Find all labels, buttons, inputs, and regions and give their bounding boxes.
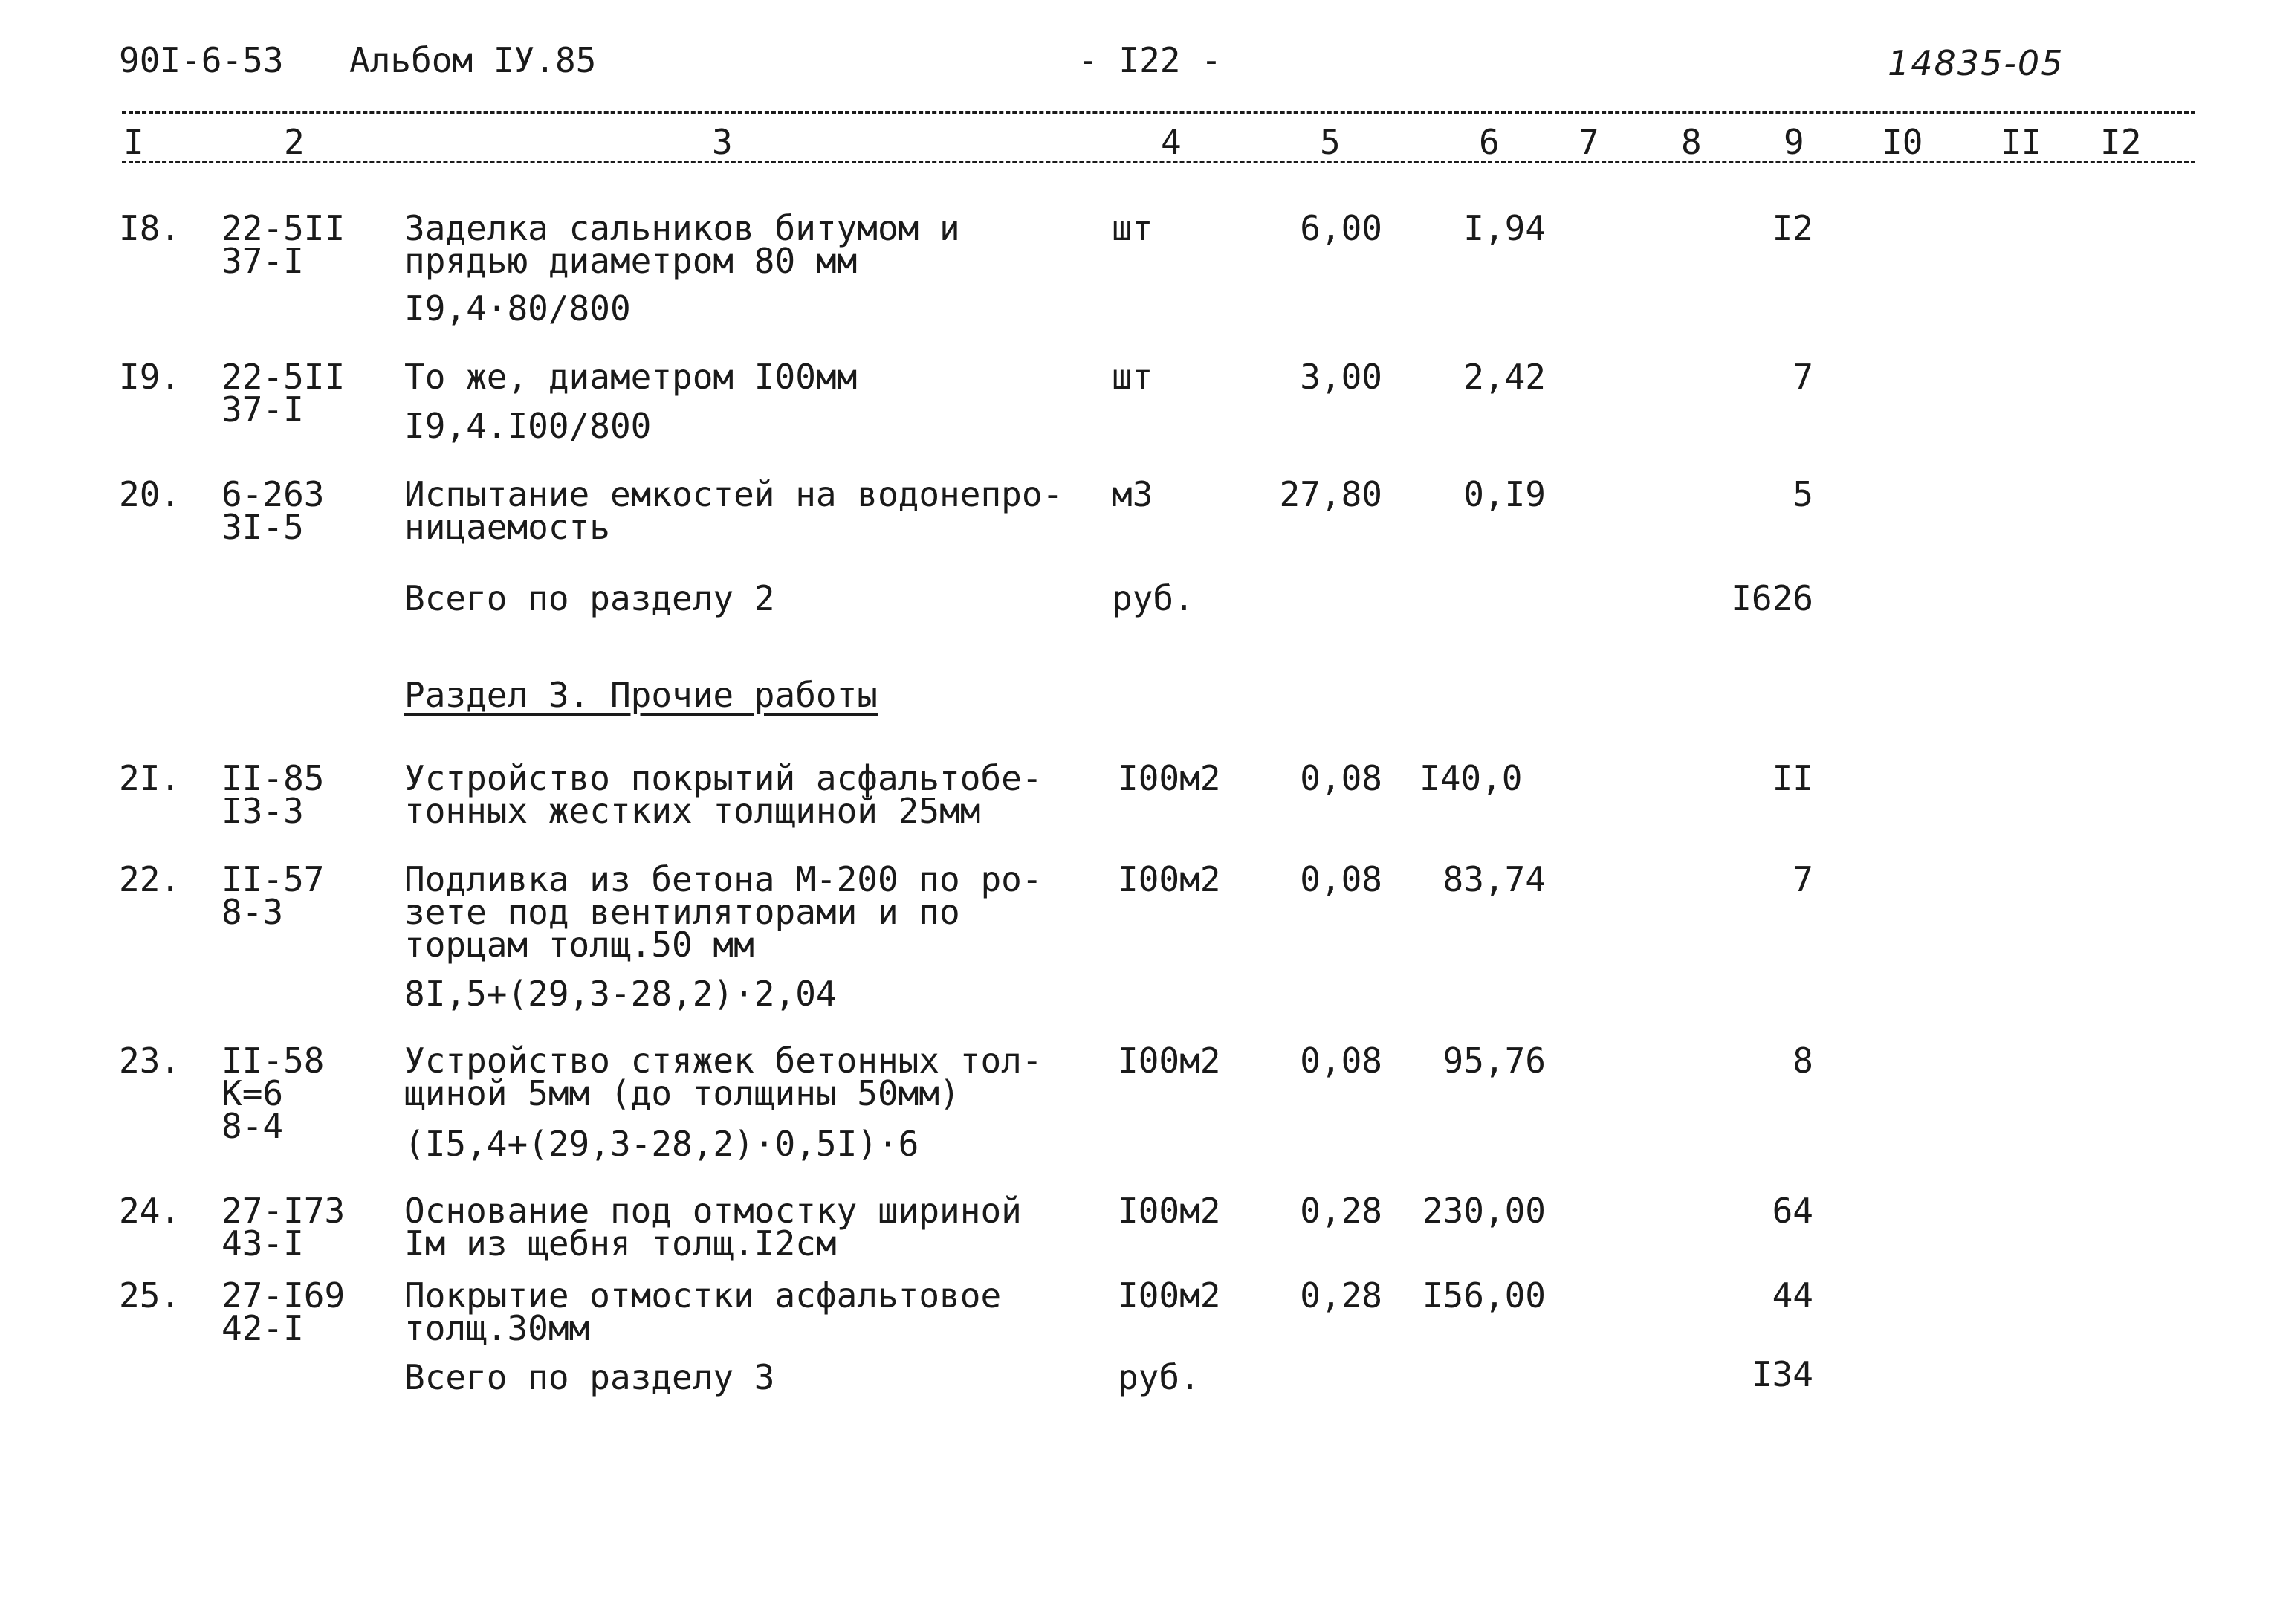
total-cost: II	[1772, 758, 1813, 798]
page-number: - I22 -	[1078, 40, 1222, 80]
work-description: Покрытие отмостки асфальтовое	[404, 1275, 1002, 1316]
header-rule-top	[122, 111, 2195, 114]
row-number: 23.	[119, 1041, 181, 1081]
unit-price: 230,00	[1422, 1191, 1546, 1231]
total-cost: 5	[1793, 474, 1813, 514]
work-description: Устройство покрытий асфальтобе-	[404, 758, 1043, 798]
work-description: зете под вентиляторами и по	[404, 892, 960, 932]
column-number: 8	[1681, 122, 1702, 162]
rate-code: 27-I73	[221, 1191, 346, 1231]
row-number: I8.	[119, 208, 181, 248]
unit: шт	[1112, 357, 1153, 397]
rate-code: 43-I	[221, 1223, 304, 1264]
column-number: 7	[1578, 122, 1599, 162]
total-cost: 7	[1793, 357, 1813, 397]
unit-price: 95,76	[1442, 1041, 1546, 1081]
column-number: I0	[1882, 122, 1923, 162]
quantity: 0,08	[1300, 758, 1382, 798]
handwritten-stamp: 14835-05	[1888, 43, 2065, 83]
unit-price: I56,00	[1422, 1275, 1546, 1316]
quantity: 0,08	[1300, 859, 1382, 899]
quantity: 6,00	[1300, 208, 1382, 248]
rate-code: 8-4	[221, 1106, 284, 1146]
column-number: 2	[284, 122, 305, 162]
unit: руб.	[1112, 578, 1194, 618]
column-number: 4	[1161, 122, 1182, 162]
rate-code: II-85	[221, 758, 325, 798]
work-description: толщ.30мм	[404, 1308, 590, 1348]
work-description: Основание под отмостку шириной	[404, 1191, 1022, 1231]
subtotal-label: Всего по разделу 3	[404, 1357, 775, 1397]
rate-code: 22-5II	[221, 208, 346, 248]
column-number: 9	[1784, 122, 1804, 162]
rate-code: II-58	[221, 1041, 325, 1081]
unit: м3	[1112, 474, 1153, 514]
row-number: 2I.	[119, 758, 181, 798]
column-number: 5	[1320, 122, 1341, 162]
quantity: 0,28	[1300, 1275, 1382, 1316]
work-description: Iм из щебня толщ.I2см	[404, 1223, 837, 1264]
rate-code: 6-263	[221, 474, 325, 514]
price-formula: I9,4.I00/800	[404, 406, 652, 446]
unit-price: I40,0	[1419, 758, 1523, 798]
subtotal-label: Всего по разделу 2	[404, 578, 775, 618]
rate-code: К=6	[221, 1073, 284, 1113]
unit: шт	[1112, 208, 1153, 248]
column-number: 3	[712, 122, 733, 162]
work-description: торцам толщ.50 мм	[404, 925, 754, 965]
subtotal-value: I626	[1731, 578, 1813, 618]
row-number: 20.	[119, 474, 181, 514]
total-cost: 7	[1793, 859, 1813, 899]
quantity: 0,28	[1300, 1191, 1382, 1231]
unit-price: 2,42	[1463, 357, 1546, 397]
work-description: щиной 5мм (до толщины 50мм)	[404, 1073, 960, 1113]
work-description: Испытание емкостей на водонепро-	[404, 474, 1063, 514]
row-number: 24.	[119, 1191, 181, 1231]
total-cost: 8	[1793, 1041, 1813, 1081]
document-code: 90I-6-53	[119, 40, 284, 80]
column-number: 6	[1479, 122, 1500, 162]
quantity: 3,00	[1300, 357, 1382, 397]
work-description: ницаемость	[404, 507, 610, 547]
unit: I00м2	[1118, 1041, 1221, 1081]
work-description: прядью диаметром 80 мм	[404, 241, 858, 281]
rate-code: 27-I69	[221, 1275, 346, 1316]
unit-price: 0,I9	[1463, 474, 1546, 514]
row-number: I9.	[119, 357, 181, 397]
unit-price: I,94	[1463, 208, 1546, 248]
rate-code: II-57	[221, 859, 325, 899]
unit: I00м2	[1118, 758, 1221, 798]
quantity: 27,80	[1279, 474, 1382, 514]
rate-code: 42-I	[221, 1308, 304, 1348]
column-number: II	[2001, 122, 2042, 162]
column-number: I	[123, 122, 144, 162]
rate-code: 37-I	[221, 389, 304, 430]
rate-code: I3-3	[221, 791, 304, 831]
album-label: Альбом IУ.85	[349, 40, 597, 80]
price-formula: I9,4·80/800	[404, 288, 631, 329]
column-number: I2	[2100, 122, 2142, 162]
work-description: Устройство стяжек бетонных тол-	[404, 1041, 1043, 1081]
total-cost: I2	[1772, 208, 1813, 248]
rate-code: 3I-5	[221, 507, 304, 547]
rate-code: 22-5II	[221, 357, 346, 397]
rate-code: 8-3	[221, 892, 284, 932]
unit: I00м2	[1118, 1191, 1221, 1231]
row-number: 25.	[119, 1275, 181, 1316]
unit-price: 83,74	[1442, 859, 1546, 899]
work-description: Заделка сальников битумом и	[404, 208, 960, 248]
rate-code: 37-I	[221, 241, 304, 281]
quantity: 0,08	[1300, 1041, 1382, 1081]
work-description: Подливка из бетона М-200 по ро-	[404, 859, 1043, 899]
unit: руб.	[1118, 1357, 1200, 1397]
unit: I00м2	[1118, 1275, 1221, 1316]
subtotal-value: I34	[1751, 1354, 1813, 1394]
work-description: То же, диаметром I00мм	[404, 357, 858, 397]
unit: I00м2	[1118, 859, 1221, 899]
total-cost: 44	[1772, 1275, 1813, 1316]
price-formula: 8I,5+(29,3-28,2)·2,04	[404, 974, 837, 1014]
price-formula: (I5,4+(29,3-28,2)·0,5I)·6	[404, 1124, 919, 1164]
section-title: Раздел 3. Прочие работы	[404, 675, 878, 715]
total-cost: 64	[1772, 1191, 1813, 1231]
work-description: тонных жестких толщиной 25мм	[404, 791, 981, 831]
row-number: 22.	[119, 859, 181, 899]
